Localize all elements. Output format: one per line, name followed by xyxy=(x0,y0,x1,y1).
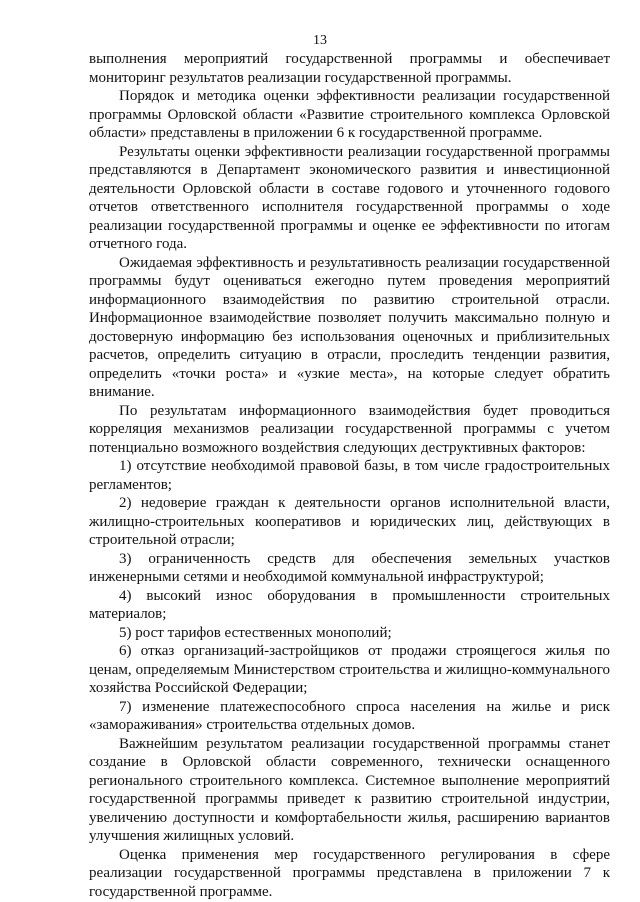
paragraph-methodology: Порядок и методика оценки эффективности реализации государственной программы Орловской области «Развитие строительного комплекса Орловской области» представлены в приложении 6 к государственной программе. xyxy=(89,88,610,141)
paragraph-continuation: выполнения мероприятий государственной программы и обеспечивает мониторинг результатов реализации государственной программы. xyxy=(89,51,610,86)
list-item-factor-6: 6) отказ организаций-застройщиков от продажи строящегося жилья по ценам, определяемым Министерством строительства и жилищно-коммунального хозяйства Российской Федерации; xyxy=(89,643,610,696)
paragraph-expected-efficiency: Ожидаемая эффективность и результативность реализации государственной программы будут оцениваться ежегодно путем проведения мероприятий информационного взаимодействия по развитию строительной отрасли. Информационное взаимодействие позволяет получить максимально полную и достоверную информацию без использования оценочных и приблизительных расчетов, определить ситуацию в отрасли, проследить тенденции развития, определить «точки роста» и «узкие места», на которые следует обратить внимание. xyxy=(89,254,610,400)
list-item-factor-3: 3) ограниченность средств для обеспечения земельных участков инженерными сетями и необходимой коммунальной инфраструктурой; xyxy=(89,550,610,585)
paragraph-regulation-assessment: Оценка применения мер государственного регулирования в сфере реализации государственной программы представлена в приложении 7 к государственной программе. xyxy=(89,846,610,900)
list-item-factor-2: 2) недоверие граждан к деятельности органов исполнительной власти, жилищно-строительных кооперативов и юридических лиц, действующих в строительной отрасли; xyxy=(89,495,610,548)
list-item-factor-7: 7) изменение платежеспособного спроса населения на жилье и риск «замораживания» строительства отдельных домов. xyxy=(89,698,610,733)
list-item-factor-1: 1) отсутствие необходимой правовой базы, в том числе градостроительных регламентов; xyxy=(89,458,610,493)
list-item-factor-4: 4) высокий износ оборудования в промышленности строительных материалов; xyxy=(89,587,610,622)
list-item-factor-5: 5) рост тарифов естественных монополий; xyxy=(119,624,392,641)
paragraph-evaluation-results: Результаты оценки эффективности реализации государственной программы представляются в Департамент экономического развития и инвестиционной деятельности Орловской области в составе годового и уточненного годового отчетов ответственного исполнителя государственной программы о ходе реализации государственной программы и оценке ее эффективности по итогам отчетного года. xyxy=(89,143,610,252)
paragraph-key-result: Важнейшим результатом реализации государственной программы станет создание в Орловской области современного, технически оснащенного регионального строительного комплекса. Системное выполнение мероприятий государственной программы приведет к развитию строительной индустрии, увеличению доступности и комфортабельности жилья, расширению вариантов улучшения жилищных условий. xyxy=(89,735,610,844)
document-body xyxy=(89,50,610,901)
page-number: 13 xyxy=(313,33,327,48)
paragraph-correlation: По результатам информационного взаимодействия будет проводиться корреляция механизмов реализации государственной программы с учетом потенциально возможного воздействия следующих деструктивных факторов: xyxy=(89,402,610,456)
